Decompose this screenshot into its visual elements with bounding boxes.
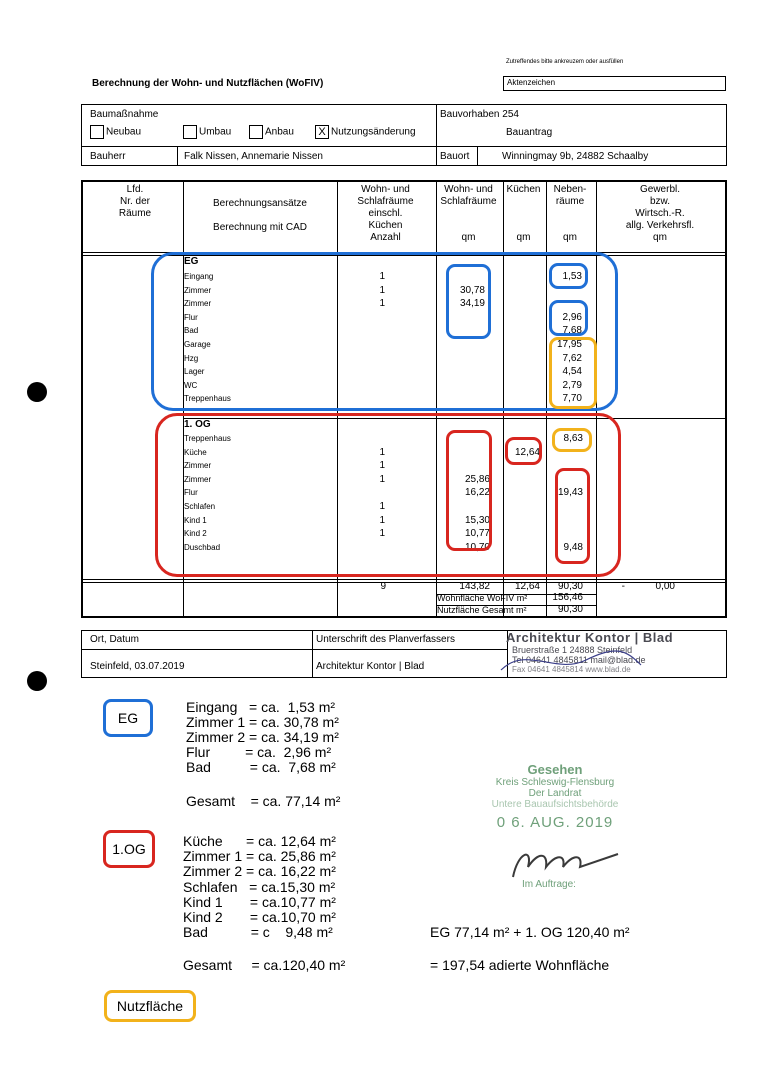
gesehen-line2: Der Landrat [528,788,582,799]
punch-hole-top [27,382,47,402]
ort-datum-label: Ort, Datum [90,634,139,645]
gesehen-date: 0 6. AUG. 2019 [496,814,614,831]
room-name: Flur [184,312,198,322]
summary-line: Kind 2 = ca.10,70 m² [183,909,336,925]
total-count: 9 [380,581,386,592]
room-wohn: 30,78 [459,284,485,296]
room-name: WC [184,380,198,390]
gesehen-title: Gesehen [527,762,583,777]
room-name: Hzg [184,353,199,363]
room-name: Treppenhaus [184,434,231,443]
room-kueche: 12,64 [514,446,540,458]
summary-line: Zimmer 2 = ca. 16,22 m² [183,863,336,880]
bauort-label: Bauort [440,151,470,162]
anbau-checkbox[interactable] [249,125,263,139]
eg-badge: EG [103,699,153,737]
room-wohn: 34,19 [459,298,485,310]
bauantrag: Bauantrag [506,127,553,138]
summary-line: Zimmer 1 = ca. 25,86 m² [183,848,336,865]
eg-section-label: EG [184,256,199,267]
room-wohn: 10,70 [464,541,490,553]
og-section-label: 1. OG [184,419,211,430]
summary-line: Bad = ca. 7,68 m² [186,759,336,775]
room-wohn: 15,30 [464,514,490,526]
form-note: Zutreffendes bitte ankreuzem oder ausfüllen [506,59,624,65]
room-name: Kind 1 [184,515,207,525]
room-wohn: 16,22 [464,487,490,499]
header-wohn: Wohn- und Schlafräume qm [440,184,497,243]
eg-blue-highlight [151,252,618,411]
room-count: 1 [379,501,385,512]
room-name: Lager [184,367,205,377]
ort-datum-value: Steinfeld, 03.07.2019 [90,661,185,672]
room-neben: 2,79 [562,379,582,391]
room-neben: 7,70 [562,393,582,405]
og-neben-highlight [555,468,590,564]
bauort-value: Winningmay 9b, 24882 Schaalby [502,151,649,162]
signature-scribble [496,640,646,680]
room-neben: 7,62 [562,352,582,364]
header-neben: Neben- räume qm [553,184,587,243]
room-count: 1 [379,528,385,540]
og-total: Gesamt = ca.120,40 m² [183,957,346,973]
summary-line: Zimmer 1 = ca. 30,78 m² [186,714,339,730]
og-wohn-highlight [446,430,492,551]
room-neben: 17,95 [556,339,582,350]
total-wohn: 143,82 [459,581,490,592]
project-block [81,104,727,166]
eg-nutz-highlight [549,337,597,409]
result-sum: = 197,54 adierte Wohnfläche [430,957,610,973]
room-count: 1 [379,460,385,472]
room-name: Kind 2 [184,529,207,539]
room-neben: 4,54 [562,366,582,378]
wohnflaeche-label: Wohnfläche WoFIV m² [437,593,528,603]
room-name: Schlafen [184,502,216,511]
room-neben: 9,48 [563,541,583,553]
total-gewerbl: 0,00 [655,581,675,592]
room-name: Zimmer [184,299,212,309]
room-name: Zimmer [184,474,212,484]
gesehen-stamp [470,762,640,831]
bauherr-label: Bauherr [90,151,126,162]
form-title: Berechnung der Wohn- und Nutzflächen (WoFIV) [92,78,324,89]
wohnflaeche-value: 156,46 [552,592,583,603]
room-count: 1 [379,271,385,282]
stamp-line2: Tel 04641 4845811 mail@blad.de [512,655,646,665]
gesehen-signature [508,842,628,882]
summary-line: Kind 1 = ca.10,77 m² [183,893,336,910]
header-ansatz: Berechnungsansätze Berechnung mit CAD [213,198,307,233]
og-treppe-highlight [552,428,592,452]
room-name: Garage [184,340,211,349]
room-name: Eingang [184,272,214,281]
nutzflaeche-label: Nutzfläche Gesamt m² [437,605,527,615]
room-count: 1 [379,284,385,296]
stamp-title: Architektur Kontor | Blad [506,630,674,645]
total-dot: - [621,581,625,592]
summary-line: Küche = ca. 12,64 m² [183,833,336,849]
aktenzeichen-field[interactable] [503,76,726,91]
bauvorhaben: Bauvorhaben 254 [440,109,519,120]
checkbox-anbau[interactable]: Anbau [249,125,294,139]
summary-line: Flur = ca. 2,96 m² [186,744,332,760]
room-neben: 7,68 [562,325,582,337]
header-gewerbl: Gewerbl. bzw. Wirtsch.-R. allg. Verkehrsfl. qm [625,184,695,243]
summary-line: Eingang = ca. 1,53 m² [186,699,336,715]
gesehen-line3: Untere Bauaufsichtsbehörde [491,799,619,810]
summary-line: Schlafen = ca.15,30 m² [183,878,336,895]
unterschrift-label: Unterschrift des Planverfassers [316,634,455,645]
room-count: 1 [379,514,385,526]
aktenzeichen-label: Aktenzeichen [507,78,556,87]
bauherr-value: Falk Nissen, Annemarie Nissen [184,151,323,162]
planverfasser-value: Architektur Kontor | Blad [316,661,425,672]
room-name: Zimmer [184,285,212,295]
total-kueche: 12,64 [514,581,540,592]
room-count: 1 [379,298,385,310]
nutzflaeche-badge: Nutzfläche [104,990,196,1022]
room-count: 1 [379,446,385,458]
header-lfd: Lfd. Nr. der Räume [118,184,152,219]
room-wohn: 10,77 [464,528,490,540]
flur-bad-highlight [549,300,588,336]
room-name: Duschbad [184,542,221,552]
stamp-line1: Bruerstraße 1 24888 Steinfeld [512,645,633,655]
header-anzahl: Wohn- und Schlafräume einschl. Küchen Anzahl [357,184,414,243]
room-name: Bad [184,326,199,336]
neubau-checkbox[interactable] [90,125,104,139]
checkbox-umbau[interactable]: Umbau [183,125,231,139]
room-count: 1 [379,473,385,485]
og-kueche-highlight [505,437,542,465]
room-name: Küche [184,447,207,457]
summary-line: Bad = c 9,48 m² [183,924,333,941]
total-neben: 90,30 [557,581,583,592]
gesehen-line1: Kreis Schleswig-Flensburg [495,777,615,788]
summary-line: Zimmer 2 = ca. 34,19 m² [186,729,339,745]
room-name: Flur [184,488,198,498]
eg-wohn-highlight [446,264,491,339]
room-neben: 19,43 [557,487,583,499]
stamp-line3: Fax 04641 4845814 www.blad.de [512,665,631,674]
checkbox-neubau[interactable]: Neubau [90,125,141,139]
eg-total: Gesamt = ca. 77,14 m² [186,793,341,809]
combined-sum: EG 77,14 m² + 1. OG 120,40 m² [430,924,630,940]
room-name: Zimmer [184,461,212,471]
checkbox-nutzungsaenderung[interactable]: X Nutzungsänderung [315,125,416,139]
header-kuechen: Küchen qm [506,184,541,243]
punch-hole-bottom [27,671,47,691]
baumassnahme-label: Baumaßnahme [90,109,159,120]
room-neben: 8,63 [563,433,583,444]
room-neben: 1,53 [562,271,582,282]
architect-stamp [506,630,706,680]
room-wohn: 25,86 [464,473,490,485]
room-name: Treppenhaus [184,394,231,404]
gesehen-line4: Im Auftrage: [522,879,576,890]
nutzflaeche-value: 90,30 [557,604,583,615]
eingang-highlight [549,263,588,289]
room-neben: 2,96 [562,311,582,323]
og-badge: 1.OG [103,830,155,868]
umbau-checkbox[interactable] [183,125,197,139]
nutzungsaenderung-checkbox[interactable]: X [315,125,329,139]
